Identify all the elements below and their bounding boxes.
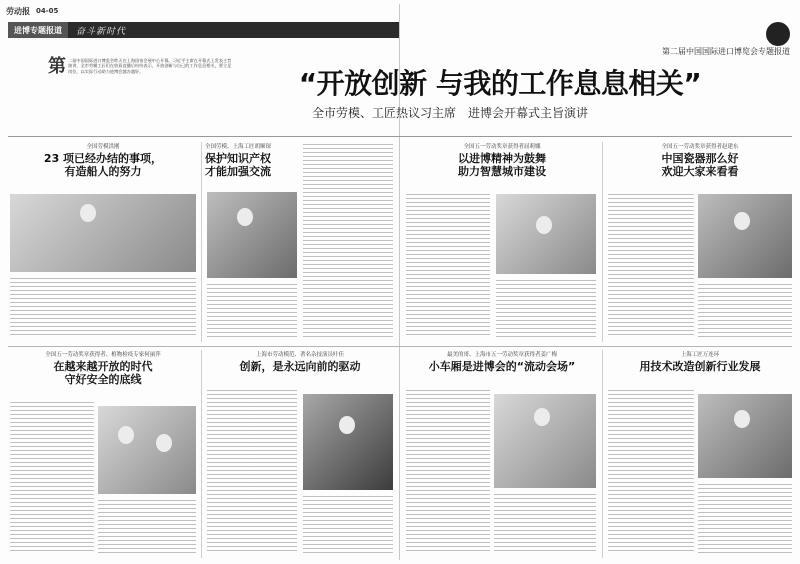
masthead-name: 劳动报 [6, 5, 30, 16]
column-rule [201, 350, 202, 558]
lead-text: 二届中国国际进口博览会昨天在上海国家会展中心开幕。习近平主席在开幕式上发表主旨演讲，全市劳模工匠们在收看直播后纷纷表示，开放创新与自己的工作息息相关，要立足岗位，以实际行动助力进博会越办越好。 [68, 58, 232, 74]
main-subhead: 全市劳模、工匠热议习主席 进博会开幕式主旨演讲 [311, 106, 588, 120]
person-figure [734, 212, 750, 230]
row-rule [8, 346, 792, 347]
column-rule [602, 142, 603, 342]
article-title-line2: 助力智慧城市建设 [458, 165, 546, 178]
worker-helmet [80, 204, 96, 222]
article-4 [606, 142, 794, 342]
taxi-driver-photo [494, 394, 596, 488]
article-1 [8, 142, 198, 342]
article-kicker: 最美的哥、上海市五一劳动奖章获得者姜广梅 [446, 352, 557, 358]
craftsman-photo [698, 394, 792, 478]
article-6 [205, 350, 395, 558]
person-figure [118, 426, 134, 444]
article-body-lower [698, 284, 792, 338]
section-label: 进博专题报道 [8, 22, 68, 38]
article-body [207, 390, 297, 554]
section-banner [8, 22, 400, 38]
article-title-line2: 欢迎大家来看看 [661, 165, 739, 178]
article-kicker: 全国劳模、上海工匠胡顺琛 [205, 144, 272, 150]
article-title: 保护知识产权 [205, 152, 271, 165]
article-5 [8, 350, 198, 558]
article-title: 在越来越开放的时代 [53, 360, 153, 373]
article-body-lower [496, 280, 596, 338]
article-body-lower [698, 484, 792, 554]
article-body-lower [98, 500, 196, 554]
article-body-lower [207, 284, 297, 338]
article-title-line2: 有造船人的努力 [64, 165, 142, 178]
person-figure [156, 434, 172, 452]
top-strip [6, 4, 794, 18]
section-script: 奋斗新时代 [76, 26, 127, 37]
shipyard-photo [10, 194, 196, 272]
article-body [608, 390, 694, 554]
acrobat-photo [303, 394, 393, 490]
feature-tag: 第二届中国国际进口博览会专题报道 [662, 47, 790, 56]
person-figure [534, 408, 550, 426]
article-body [608, 194, 694, 338]
person-figure [536, 216, 552, 234]
article-2 [205, 142, 395, 342]
article-kicker: 全国五一劳动奖章获得者屈莉娜 [463, 144, 541, 150]
article-body [406, 390, 490, 554]
article-body [406, 194, 490, 338]
header-rule [8, 136, 792, 137]
lead-dropcap: 第 [48, 56, 66, 77]
main-headline: “开放创新 与我的工作息息相关” [298, 67, 702, 100]
column-rule [201, 142, 202, 342]
article-title: 23 项已经办结的事项， [43, 152, 163, 165]
article-body [10, 402, 94, 554]
article-title: 创新，是永远向前的驱动 [239, 360, 361, 373]
article-7 [404, 350, 600, 558]
article-kicker: 全国劳模洪刚 [86, 144, 120, 150]
article-title: 用技术改造创新行业发展 [639, 360, 761, 373]
article-8 [606, 350, 794, 558]
article-kicker: 上海工匠万连环 [680, 352, 720, 358]
worker-helmet [237, 208, 253, 226]
article-title-line2: 才能加强交流 [205, 165, 271, 178]
person-figure [734, 410, 750, 428]
article-body-lower [303, 496, 393, 554]
article-kicker: 上海市劳动模范、著名杂技演员叶佳 [255, 352, 344, 358]
article-title: 小车厢是进博会的“流动会场” [428, 360, 576, 373]
lab-photo [98, 406, 196, 494]
lead-paragraph [48, 58, 234, 76]
panda-mascot-icon [766, 22, 790, 46]
article-title: 以进博精神为鼓舞 [458, 152, 546, 165]
article-title: 中国瓷器那么好 [661, 152, 739, 165]
porcelain-photo [698, 194, 792, 278]
performer-figure [339, 416, 355, 434]
article-kicker: 全国五一劳动奖章获得者赵建东 [661, 144, 739, 150]
article-body-lower [494, 494, 596, 554]
page-number: 04-05 [36, 7, 59, 15]
article-body [10, 278, 196, 338]
article-kicker: 全国五一劳动奖章获得者、植物检疫专家何丽萍 [45, 352, 161, 358]
column-rule [602, 350, 603, 558]
article-3 [404, 142, 600, 342]
article-body [303, 144, 393, 338]
article-title-line2: 守好安全的底线 [64, 373, 142, 386]
engineer-photo [207, 192, 297, 278]
office-photo [496, 194, 596, 274]
